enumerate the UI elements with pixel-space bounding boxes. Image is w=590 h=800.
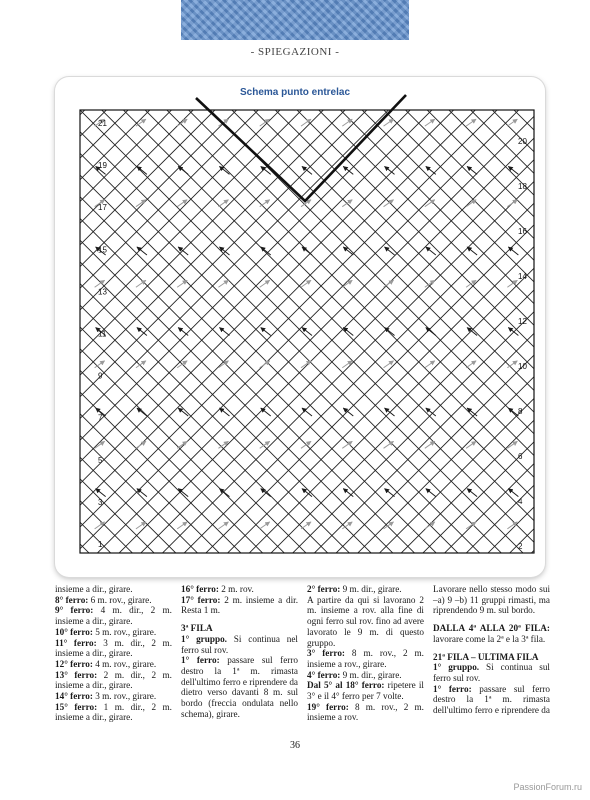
- paragraph-text: passare sul ferro destro la 1ª m. rimasta dell'ultimo ferro e riprendere da: [433, 683, 550, 716]
- paragraph: [307, 670, 424, 681]
- stitch-arrow: [385, 247, 395, 255]
- paragraph-heading: 12° ferro:: [55, 658, 93, 669]
- stitch-arrow: [466, 119, 476, 126]
- stitch-arrow: [302, 328, 312, 336]
- paragraph-text: passare sul ferro destro la 1ª m. rimasta dell'ultimo ferro e riprendere da dietro verso davanti 8 m. sul bordo (freccia ondulata nello schema), girare.: [181, 655, 298, 719]
- paragraph: [307, 702, 424, 723]
- stitch-arrow: [342, 119, 352, 126]
- paragraph: [307, 648, 424, 669]
- paragraph-heading: 15° ferro:: [55, 701, 98, 712]
- paragraph-text: 9 m. dir., girare.: [340, 584, 402, 594]
- paragraph-text: 2 m. rov.: [218, 584, 254, 594]
- row-label-left: 17: [98, 203, 107, 213]
- stitch-arrow: [219, 328, 229, 336]
- paragraph-heading: 1° ferro:: [181, 655, 220, 666]
- row-label-right: 8: [518, 407, 523, 416]
- paragraph-heading: 4° ferro:: [307, 669, 341, 680]
- page-number: 36: [290, 740, 300, 751]
- paragraph: [55, 670, 172, 691]
- text-column-2: [181, 584, 298, 723]
- paragraph-text: 8 m. rov., 2 m. insieme a rov.: [307, 701, 424, 723]
- stitch-arrow: [385, 328, 395, 336]
- paragraph-heading: 10° ferro:: [55, 626, 93, 637]
- stitch-arrow: [343, 408, 353, 416]
- paragraph: [307, 680, 424, 701]
- paragraph-heading: 1° ferro:: [433, 683, 472, 694]
- paragraph: [55, 627, 172, 638]
- paragraph-heading: 13° ferro:: [55, 669, 98, 680]
- stitch-arrow: [426, 247, 436, 255]
- row-label-right: 4: [518, 497, 523, 506]
- stitch-arrow: [385, 489, 395, 497]
- paragraph-heading: 14° ferro:: [55, 691, 93, 702]
- row-label-left: 5: [98, 455, 103, 465]
- row-label-left: 19: [98, 161, 107, 171]
- text-column-3: [307, 584, 424, 723]
- paragraph-text: ripetere il 3° e il 4° ferro per 7 volte.: [307, 680, 424, 702]
- paragraph-heading: 8° ferro:: [55, 594, 89, 605]
- stitch-arrow: [96, 489, 106, 497]
- paragraph-text: 5 m. rov., girare.: [92, 626, 157, 637]
- instructions-text: [55, 584, 551, 723]
- row-label-left: 1: [98, 540, 103, 549]
- stitch-arrow: [261, 408, 271, 416]
- stitch-arrow: [467, 489, 477, 497]
- stitch-arrow: [178, 166, 188, 174]
- paragraph-text: lavorare come la 2ª e la 3ª fila.: [433, 633, 546, 644]
- row-label-left: 15: [98, 245, 107, 255]
- paragraph: [307, 595, 424, 649]
- stitch-arrow: [301, 280, 311, 287]
- paragraph: [181, 584, 298, 595]
- row-label-right: 18: [518, 182, 527, 191]
- row-label-right: 16: [518, 227, 527, 236]
- paragraph-heading: 2° ferro:: [307, 584, 341, 594]
- paragraph-text: 4 m. rov., girare.: [92, 658, 157, 669]
- paragraph: [55, 605, 172, 626]
- row-label-left: 3: [98, 497, 103, 507]
- stitch-arrow: [177, 441, 187, 448]
- stitch-arrow: [384, 280, 394, 287]
- stitch-arrow: [137, 408, 147, 416]
- stitch-arrow: [219, 489, 229, 497]
- text-column-4: [433, 584, 550, 723]
- row-label-left: 21: [98, 119, 107, 128]
- stitch-arrow: [302, 247, 312, 255]
- paragraph: [55, 584, 172, 595]
- row-label-left: 11: [98, 329, 107, 339]
- section-title: - SPIEGAZIONI -: [250, 46, 340, 58]
- paragraph-heading: 19° ferro:: [307, 701, 349, 712]
- paragraph-heading: 21ª FILA – ULTIMA FILA: [433, 651, 539, 662]
- paragraph-heading: 16° ferro:: [181, 584, 219, 594]
- stitch-arrow: [218, 280, 228, 287]
- stitch-arrow: [343, 166, 353, 174]
- paragraph: [433, 684, 550, 716]
- stitch-arrow: [177, 280, 187, 287]
- text-column-1: [55, 584, 172, 723]
- stitch-arrow: [136, 441, 146, 448]
- paragraph-text: 2 m. dir., 2 m. insieme a dir., girare.: [55, 669, 172, 691]
- stitch-arrow: [426, 166, 436, 174]
- stitch-arrow: [466, 361, 476, 368]
- stitch-arrow: [507, 200, 517, 207]
- row-label-left: 7: [98, 413, 103, 423]
- paragraph: [433, 662, 550, 683]
- stitch-arrow: [261, 328, 271, 336]
- paragraph-text: 2 m. insieme a dir. Resta 1 m.: [181, 594, 298, 616]
- paragraph: [307, 584, 424, 595]
- stitch-arrow: [508, 408, 518, 416]
- paragraph-text: Lavorare nello stesso modo sui –a) 9 –b) 11 gruppi rimasti, ma riprendendo 9 m. sul bordo.: [433, 584, 550, 616]
- paragraph: [55, 659, 172, 670]
- stitch-arrow: [508, 247, 518, 255]
- stitch-arrow: [260, 361, 270, 368]
- row-label-right: 12: [518, 317, 527, 326]
- paragraph: [181, 623, 298, 634]
- stitch-arrow: [218, 200, 228, 207]
- paragraph: [181, 655, 298, 719]
- row-label-left: 13: [98, 287, 107, 297]
- stitch-arrow: [467, 247, 477, 255]
- paragraph-heading: 3° ferro:: [307, 648, 345, 659]
- stitch-arrow: [301, 441, 311, 448]
- paragraph-text: insieme a dir., girare.: [55, 584, 133, 594]
- stitch-arrow: [137, 166, 147, 174]
- paragraph-text: Si continua nel ferro sul rov.: [181, 633, 298, 655]
- stitch-arrow: [177, 200, 187, 207]
- stitch-arrow: [384, 441, 394, 448]
- paragraph: [55, 638, 172, 659]
- paragraph: [55, 595, 172, 606]
- stitch-arrow: [508, 489, 518, 497]
- stitch-arrow: [426, 489, 436, 497]
- stitch-arrow: [177, 522, 187, 529]
- paragraph-heading: DALLA 4ª ALLA 20ª FILA:: [433, 623, 550, 634]
- stitch-arrow: [260, 522, 270, 529]
- row-label-right: 14: [518, 272, 527, 281]
- stitch-arrow: [218, 522, 228, 529]
- paragraph-heading: 17° ferro:: [181, 594, 221, 605]
- stitch-arrow: [425, 361, 435, 368]
- stitch-arrow: [384, 119, 394, 126]
- row-label-right: 10: [518, 362, 527, 371]
- stitch-arrow: [466, 441, 476, 448]
- paragraph-text: 3 m. dir., 2 m. insieme a dir., girare.: [55, 637, 172, 659]
- stitch-arrow: [178, 328, 188, 336]
- row-label-right: 20: [518, 137, 527, 146]
- paragraph-text: 1 m. dir., 2 m. insieme a dir., girare.: [55, 701, 172, 723]
- paragraph-heading: 9° ferro:: [55, 605, 94, 616]
- paragraph: [55, 691, 172, 702]
- stitch-arrow: [136, 280, 146, 287]
- paragraph-heading: 1° gruppo.: [181, 633, 227, 644]
- paragraph-text: A partire da qui si lavorano 2 m. insieme a rov. alla fine di ogni ferro sul rov. fino ad avere lavorato le 9 m. di questo gruppo.: [307, 594, 424, 648]
- stitch-arrow: [260, 200, 270, 207]
- paragraph-heading: 1° gruppo.: [433, 662, 480, 673]
- stitch-arrow: [507, 361, 517, 368]
- paragraph-text: Si continua sul ferro sul rov.: [433, 662, 550, 683]
- paragraph: [433, 623, 550, 644]
- diagram-title: Schema punto entrelac: [239, 87, 351, 98]
- paragraph: [433, 652, 550, 663]
- paragraph-text: 3 m. rov., girare.: [92, 691, 157, 702]
- stitch-arrow: [177, 361, 187, 368]
- row-label-right: 2: [518, 542, 523, 551]
- paragraph-text: 8 m. rov., 2 m. insieme a rov., girare.: [307, 648, 424, 669]
- stitch-arrow: [425, 441, 435, 448]
- paragraph: [55, 702, 172, 723]
- stitch-arrow: [301, 522, 311, 529]
- row-label-right: 6: [518, 452, 523, 461]
- paragraph-heading: Dal 5° al 18° ferro:: [307, 680, 385, 691]
- paragraph-heading: 11° ferro:: [55, 637, 97, 648]
- stitch-arrow: [425, 119, 435, 126]
- stitch-arrow: [137, 489, 147, 497]
- paragraph-text: 9 m. dir., girare.: [340, 669, 402, 680]
- paragraph-text: 6 m. rov., girare.: [88, 594, 152, 605]
- watermark: PassionForum.ru: [513, 782, 582, 792]
- paragraph: [181, 634, 298, 655]
- paragraph-text: 4 m. dir., 2 m. insieme a dir., girare.: [55, 605, 172, 627]
- paragraph-heading: 3ª FILA: [181, 623, 213, 634]
- paragraph: [181, 595, 298, 616]
- row-label-left: 9: [98, 371, 103, 381]
- paragraph: [433, 584, 550, 616]
